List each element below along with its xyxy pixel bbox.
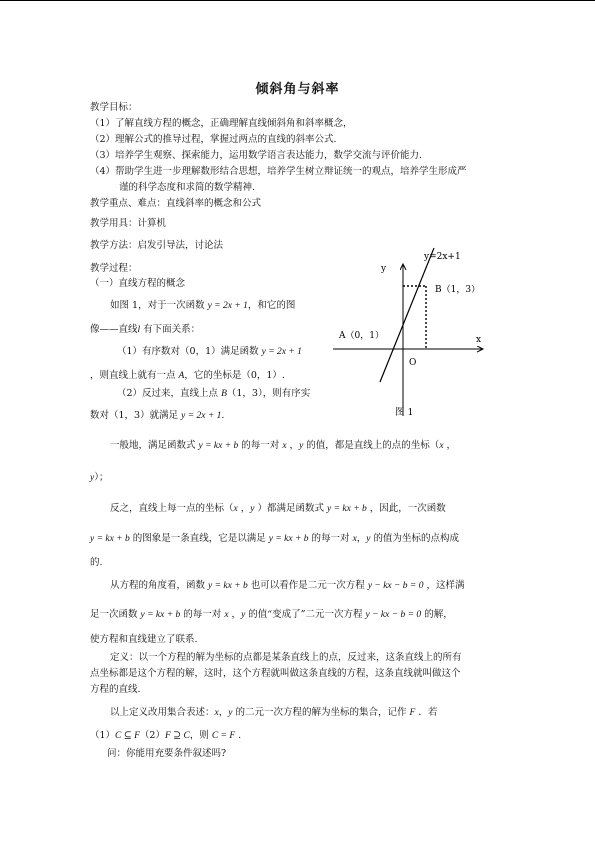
tools-line: 教学用具：计算机: [90, 218, 167, 229]
definition-line-1: 定义：以一个方程的解为坐标的点都是某条直线上的点，反过来，这条直线上的所有: [110, 652, 462, 663]
paragraph-5-line-3: 的.: [90, 557, 103, 568]
objective-item-4-cont: 谨的科学态度和求简的数学精神.: [119, 182, 256, 193]
origin-label: O: [409, 358, 417, 368]
paragraph-3-line-1: （2）反过来，直线上点 B（1，3），则有序实: [117, 388, 311, 399]
line-label: y=2x+1: [424, 252, 461, 262]
paragraph-8-line-2: （1）C ⊆ F（2）F ⊇ C，则 C = F .: [90, 730, 242, 741]
process-heading: 教学过程：: [90, 263, 138, 274]
paragraph-4-line-2: y）；: [90, 472, 109, 483]
coordinate-plot: [318, 246, 498, 421]
paragraph-5-line-2: y = kx + b 的图象是一条直线，它是以满足 y = kx + b 的每一对 x，y 的值为坐标的点构成: [90, 533, 460, 544]
paragraph-2-line-1: （1）有序数对（0，1）满足函数 y = 2x + 1: [117, 346, 302, 357]
paragraph-2-line-2: ，则直线上就有一点 A，它的坐标是（0，1）.: [90, 370, 285, 381]
paragraph-4-line-1: 一般地，满足函数式 y = kx + b 的每一对 x ，y 的值，都是直线上的点的坐标（x ，: [110, 440, 457, 451]
objectives-heading: 教学目标：: [90, 102, 138, 113]
focus-line: 教学重点、难点：直线斜率的概念和公式: [90, 198, 262, 209]
paragraph-5-line-1: 反之，直线上每一点的坐标（x ，y ）都满足函数式 y = kx + b ，因此，一次函数: [110, 503, 446, 514]
paragraph-1-line-2: 像——直线l 有下面关系：: [90, 324, 201, 335]
objective-item-1: （1）了解直线方程的概念，正确理解直线倾斜角和斜率概念，: [90, 118, 353, 129]
question-line: 问：你能用充要条件叙述吗?: [107, 748, 227, 759]
definition-line-2: 点坐标都是这个方程的解，这时，这个方程就叫做这条直线的方程，这条直线就叫做这个: [90, 668, 461, 679]
objective-item-2: （2）理解公式的推导过程，掌握过两点的直线的斜率公式.: [90, 134, 337, 145]
paragraph-6-line-2: 足一次函数 y = kx + b 的每一对 x ，y 的值“变成了”二元一次方程 y − kx − b = 0 的解，: [90, 609, 453, 620]
y-axis-label: y: [381, 264, 387, 274]
paragraph-6-line-1: 从方程的角度看，函数 y = kx + b 也可以看作是二元一次方程 y − kx − b = 0 ，这样满: [110, 580, 465, 591]
definition-line-3: 方程的直线.: [90, 684, 141, 695]
figure-1: [318, 246, 498, 421]
paragraph-6-line-3: 使方程和直线建立了联系.: [90, 634, 198, 645]
point-b-label: B（1，3）: [435, 285, 481, 295]
figure-caption: 图 1: [395, 407, 414, 418]
x-axis-label: x: [476, 335, 482, 345]
paragraph-8-line-1: 以上定义改用集合表述：x，y 的二元一次方程的解为坐标的集合，记作 F ．若: [110, 707, 438, 718]
objective-item-4: （4）帮助学生进一步理解数形结合思想，培养学生树立辩证统一的观点，培养学生形成严: [90, 166, 467, 177]
point-a-label: A（0，1）: [339, 331, 384, 341]
section-1-heading: （一）直线方程的概念: [90, 278, 186, 289]
paragraph-3-line-2: 数对（1，3）就满足 y = 2x + 1.: [90, 410, 225, 421]
methods-line: 教学方法：启发引导法，讨论法: [90, 240, 224, 251]
paragraph-1-line-1: 如图 1，对于一次函数 y = 2x + 1，和它的图: [110, 300, 296, 311]
page-title: 倾斜角与斜率: [255, 82, 340, 97]
top-rule: [0, 0, 595, 1]
objective-item-3: （3）培养学生观察、探索能力，运用数学语言表达能力，数学交流与评价能力.: [90, 150, 423, 161]
